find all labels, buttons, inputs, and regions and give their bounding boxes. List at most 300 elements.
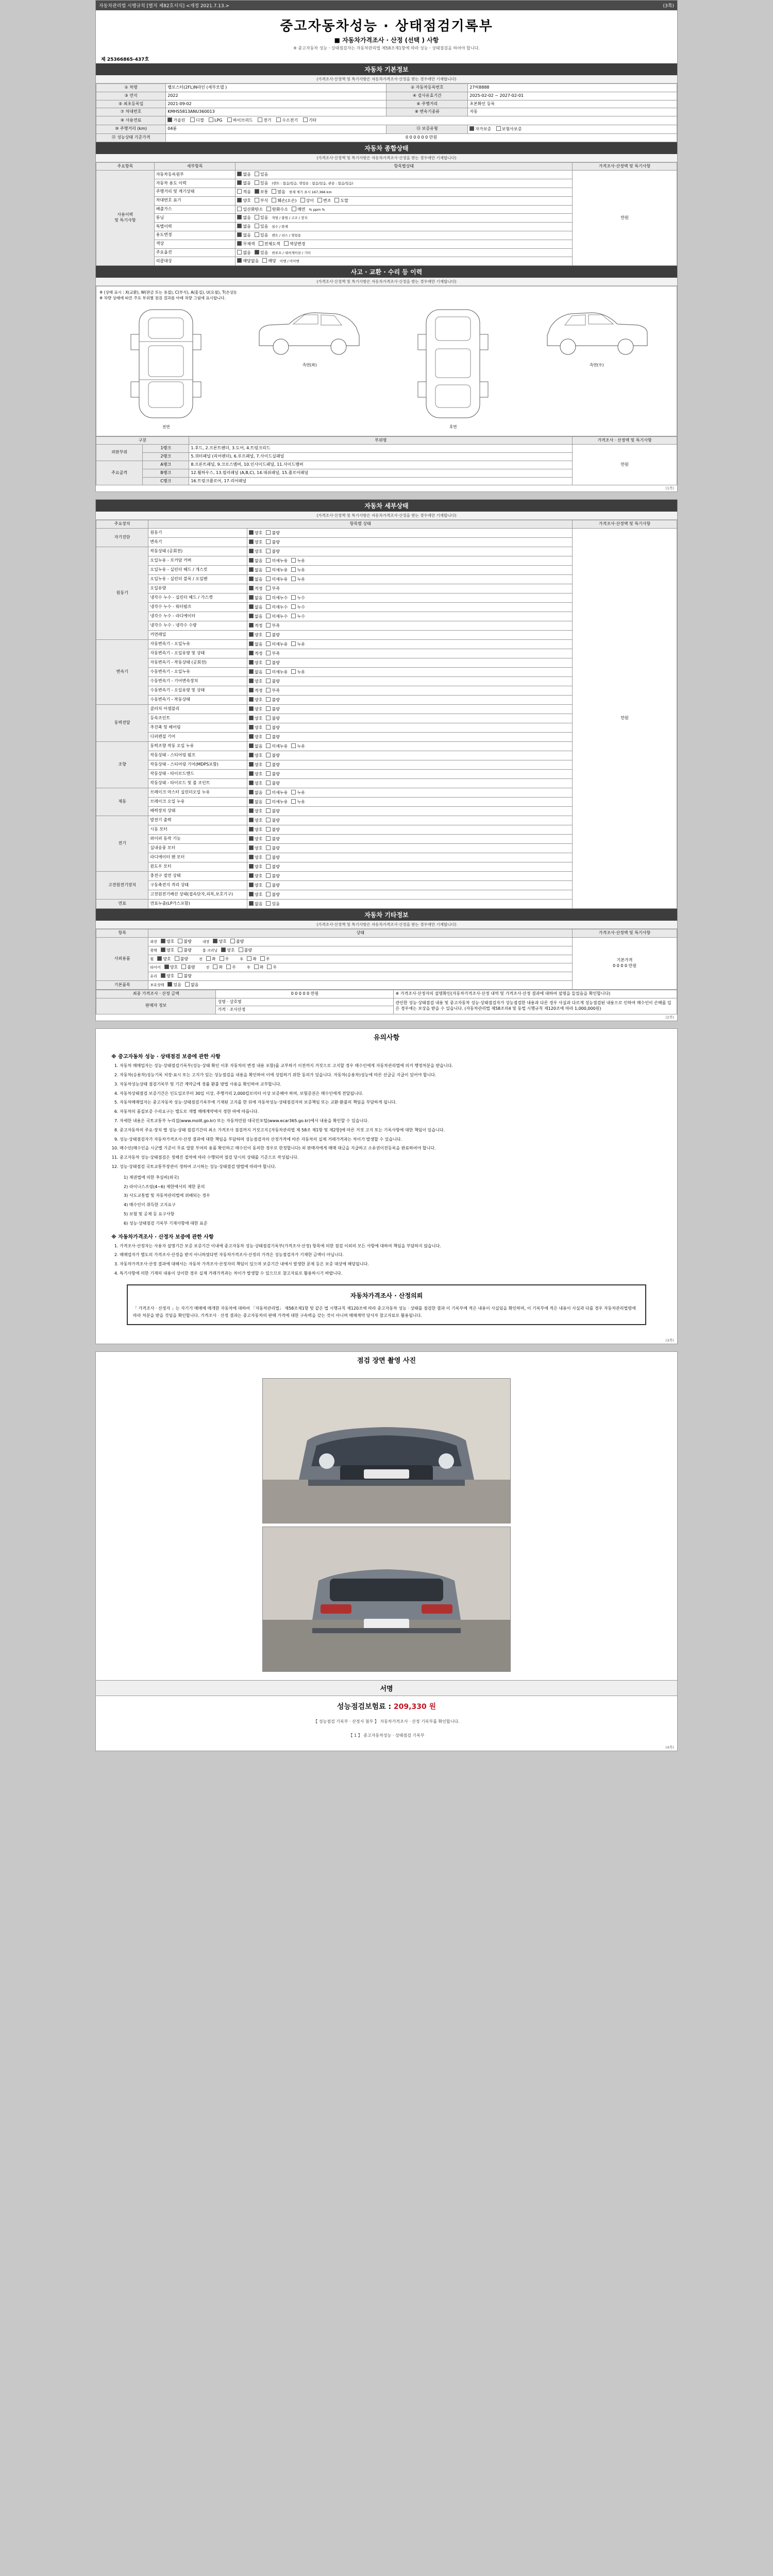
checkbox-icon[interactable] [266, 641, 271, 646]
overall-state-option[interactable] [255, 224, 268, 230]
detail-state-option[interactable] [291, 669, 305, 675]
detail-state-option[interactable] [249, 595, 262, 601]
checkbox-icon[interactable] [249, 762, 254, 767]
detail-state-option[interactable] [291, 790, 305, 796]
checkbox-icon[interactable] [249, 651, 254, 655]
detail-state-cell[interactable] [247, 566, 573, 575]
detail-state-cell[interactable] [247, 556, 573, 566]
checkbox-icon[interactable] [237, 189, 242, 194]
checkbox-icon[interactable] [266, 207, 271, 211]
checkbox-icon[interactable] [266, 577, 271, 581]
checkbox-icon[interactable] [266, 614, 271, 618]
checkbox-icon[interactable] [249, 660, 254, 665]
checkbox-icon[interactable] [291, 614, 296, 618]
detail-state-option[interactable] [266, 632, 279, 638]
checkbox-icon[interactable] [303, 117, 308, 122]
detail-state-option[interactable] [266, 697, 279, 703]
checkbox-icon[interactable] [249, 873, 254, 878]
checkbox-icon[interactable] [249, 623, 254, 628]
other-state-option[interactable] [161, 973, 174, 979]
checkbox-icon[interactable] [167, 982, 172, 987]
checkbox-icon[interactable] [249, 827, 254, 832]
detail-state-option[interactable] [266, 883, 279, 889]
detail-state-cell[interactable] [247, 584, 573, 594]
detail-state-option[interactable] [291, 604, 305, 611]
detail-state-option[interactable] [266, 743, 288, 750]
detail-state-option[interactable] [266, 716, 279, 722]
checkbox-icon[interactable] [266, 818, 271, 822]
detail-state-option[interactable] [249, 679, 262, 685]
detail-state-option[interactable] [266, 660, 279, 666]
overall-state-cell[interactable] [236, 171, 573, 179]
overall-state-cell[interactable] [236, 196, 573, 205]
overall-state-option[interactable] [237, 224, 250, 230]
detail-state-cell[interactable] [247, 816, 573, 825]
detail-state-cell[interactable] [247, 844, 573, 853]
fuel-option[interactable] [303, 117, 316, 124]
overall-state-cell[interactable] [236, 240, 573, 248]
checkbox-icon[interactable] [291, 669, 296, 674]
checkbox-icon[interactable] [157, 956, 162, 961]
other-state-2-option[interactable] [213, 939, 226, 945]
checkbox-icon[interactable] [249, 614, 254, 618]
other-state-3-option[interactable] [267, 964, 277, 971]
detail-state-option[interactable] [266, 818, 279, 824]
checkbox-icon[interactable] [258, 117, 262, 122]
overall-state-option[interactable] [237, 232, 250, 239]
checkbox-icon[interactable] [167, 117, 172, 122]
overall-state-option[interactable] [272, 189, 285, 195]
detail-state-option[interactable] [249, 892, 262, 898]
detail-state-option[interactable] [249, 539, 262, 546]
checkbox-icon[interactable] [291, 641, 296, 646]
detail-state-option[interactable] [249, 873, 262, 879]
checkbox-icon[interactable] [266, 836, 271, 841]
detail-state-option[interactable] [266, 706, 279, 713]
detail-state-cell[interactable] [247, 872, 573, 881]
detail-state-cell[interactable] [247, 612, 573, 621]
checkbox-icon[interactable] [190, 117, 195, 122]
checkbox-icon[interactable] [266, 873, 271, 878]
detail-state-option[interactable] [249, 855, 262, 861]
checkbox-icon[interactable] [266, 790, 271, 794]
checkbox-icon[interactable] [266, 883, 271, 887]
overall-state-option[interactable] [255, 250, 268, 256]
fuel-option[interactable] [209, 117, 222, 124]
detail-state-cell[interactable] [247, 714, 573, 723]
warranty-option[interactable] [496, 126, 522, 132]
detail-state-cell[interactable] [247, 770, 573, 779]
fuel-option[interactable] [258, 117, 271, 124]
detail-state-option[interactable] [266, 725, 279, 731]
detail-state-option[interactable] [291, 558, 305, 564]
detail-state-option[interactable] [291, 743, 305, 750]
checkbox-icon[interactable] [237, 180, 242, 185]
checkbox-icon[interactable] [249, 632, 254, 637]
overall-state-option[interactable] [266, 207, 288, 213]
detail-state-option[interactable] [249, 901, 262, 907]
detail-state-option[interactable] [249, 669, 262, 675]
detail-state-cell[interactable] [247, 733, 573, 742]
detail-state-cell[interactable] [247, 538, 573, 547]
other-state-2-option[interactable] [206, 956, 216, 962]
checkbox-icon[interactable] [266, 679, 271, 683]
detail-state-option[interactable] [266, 762, 279, 768]
checkbox-icon[interactable] [266, 781, 271, 785]
checkbox-icon[interactable] [266, 586, 271, 590]
checkbox-icon[interactable] [255, 172, 259, 176]
checkbox-icon[interactable] [221, 947, 226, 952]
checkbox-icon[interactable] [249, 567, 254, 572]
overall-state-option[interactable] [255, 189, 268, 195]
detail-state-cell[interactable] [247, 751, 573, 760]
checkbox-icon[interactable] [266, 530, 271, 535]
detail-state-option[interactable] [266, 836, 279, 842]
detail-state-option[interactable] [249, 799, 262, 805]
checkbox-icon[interactable] [292, 207, 296, 211]
checkbox-icon[interactable] [175, 956, 179, 961]
detail-state-option[interactable] [249, 567, 262, 573]
checkbox-icon[interactable] [249, 577, 254, 581]
overall-state-option[interactable] [255, 215, 268, 221]
detail-state-option[interactable] [249, 883, 262, 889]
other-state-2-option[interactable] [221, 947, 234, 954]
checkbox-icon[interactable] [249, 753, 254, 757]
detail-state-cell[interactable] [247, 807, 573, 816]
detail-state-option[interactable] [249, 743, 262, 750]
detail-state-option[interactable] [291, 614, 305, 620]
other-state-option[interactable] [167, 982, 181, 988]
detail-state-option[interactable] [249, 716, 262, 722]
overall-state-option[interactable] [237, 172, 250, 178]
checkbox-icon[interactable] [266, 864, 271, 869]
checkbox-icon[interactable] [266, 808, 271, 813]
detail-state-option[interactable] [266, 808, 279, 815]
detail-state-option[interactable] [249, 808, 262, 815]
detail-state-option[interactable] [249, 706, 262, 713]
fuel-options[interactable] [166, 116, 677, 125]
detail-state-option[interactable] [249, 734, 262, 740]
detail-state-option[interactable] [266, 679, 279, 685]
detail-state-option[interactable] [266, 790, 288, 796]
other-state-2-option[interactable] [230, 939, 244, 945]
fuel-option[interactable] [276, 117, 298, 124]
overall-state-option[interactable] [317, 198, 331, 204]
checkbox-icon[interactable] [249, 558, 254, 563]
detail-state-option[interactable] [266, 734, 279, 740]
checkbox-icon[interactable] [249, 706, 254, 711]
overall-state-option[interactable] [259, 241, 280, 247]
checkbox-icon[interactable] [266, 623, 271, 628]
checkbox-icon[interactable] [213, 964, 217, 969]
detail-state-cell[interactable] [247, 779, 573, 788]
checkbox-icon[interactable] [239, 947, 243, 952]
other-state-option[interactable] [161, 939, 174, 945]
checkbox-icon[interactable] [249, 845, 254, 850]
checkbox-icon[interactable] [266, 725, 271, 730]
detail-state-cell[interactable] [247, 621, 573, 631]
detail-state-option[interactable] [266, 539, 279, 546]
checkbox-icon[interactable] [266, 771, 271, 776]
detail-state-cell[interactable] [247, 649, 573, 658]
checkbox-icon[interactable] [249, 586, 254, 590]
detail-state-option[interactable] [249, 753, 262, 759]
checkbox-icon[interactable] [255, 189, 259, 194]
detail-state-option[interactable] [249, 836, 262, 842]
checkbox-icon[interactable] [291, 567, 296, 572]
detail-state-cell[interactable] [247, 890, 573, 900]
other-state-option[interactable] [178, 947, 191, 954]
other-state-option[interactable] [178, 973, 191, 979]
detail-state-cell[interactable] [247, 547, 573, 556]
checkbox-icon[interactable] [249, 892, 254, 896]
checkbox-icon[interactable] [213, 939, 217, 943]
checkbox-icon[interactable] [266, 549, 271, 553]
detail-state-option[interactable] [266, 781, 279, 787]
checkbox-icon[interactable] [209, 117, 213, 122]
overall-state-cell[interactable] [236, 214, 573, 223]
detail-state-option[interactable] [249, 762, 262, 768]
checkbox-icon[interactable] [237, 207, 242, 211]
checkbox-icon[interactable] [317, 198, 322, 202]
checkbox-icon[interactable] [249, 808, 254, 813]
other-state-cell[interactable] [148, 963, 573, 972]
detail-state-option[interactable] [266, 530, 279, 536]
detail-state-option[interactable] [266, 614, 288, 620]
checkbox-icon[interactable] [249, 901, 254, 906]
checkbox-icon[interactable] [249, 716, 254, 720]
checkbox-icon[interactable] [226, 964, 231, 969]
detail-state-option[interactable] [266, 604, 288, 611]
detail-state-cell[interactable] [247, 853, 573, 862]
detail-state-option[interactable] [266, 567, 288, 573]
detail-state-option[interactable] [291, 567, 305, 573]
other-state-option[interactable] [185, 982, 198, 988]
overall-state-cell[interactable] [236, 205, 573, 214]
detail-state-option[interactable] [249, 604, 262, 611]
overall-state-option[interactable] [237, 250, 250, 256]
other-state-2-option[interactable] [226, 964, 236, 971]
overall-state-option[interactable] [284, 241, 306, 247]
checkbox-icon[interactable] [249, 530, 254, 535]
detail-state-option[interactable] [249, 623, 262, 629]
checkbox-icon[interactable] [230, 939, 235, 943]
overall-state-option[interactable] [255, 198, 268, 204]
detail-state-cell[interactable] [247, 723, 573, 733]
detail-state-option[interactable] [266, 549, 279, 555]
detail-state-option[interactable] [249, 632, 262, 638]
checkbox-icon[interactable] [237, 232, 242, 237]
checkbox-icon[interactable] [249, 799, 254, 804]
detail-state-option[interactable] [249, 530, 262, 536]
detail-state-option[interactable] [266, 688, 279, 694]
checkbox-icon[interactable] [496, 126, 501, 131]
detail-state-cell[interactable] [247, 575, 573, 584]
checkbox-icon[interactable] [260, 956, 265, 961]
overall-state-option[interactable] [237, 215, 250, 221]
detail-state-option[interactable] [266, 873, 279, 879]
checkbox-icon[interactable] [266, 632, 271, 637]
detail-state-cell[interactable] [247, 862, 573, 872]
checkbox-icon[interactable] [266, 753, 271, 757]
detail-state-option[interactable] [249, 864, 262, 870]
checkbox-icon[interactable] [266, 716, 271, 720]
other-state-option[interactable] [178, 939, 191, 945]
detail-state-option[interactable] [249, 781, 262, 787]
checkbox-icon[interactable] [266, 827, 271, 832]
overall-state-cell[interactable] [236, 231, 573, 240]
checkbox-icon[interactable] [266, 604, 271, 609]
detail-state-option[interactable] [249, 688, 262, 694]
detail-state-option[interactable] [266, 595, 288, 601]
checkbox-icon[interactable] [266, 706, 271, 711]
checkbox-icon[interactable] [266, 892, 271, 896]
overall-state-option[interactable] [262, 258, 276, 264]
checkbox-icon[interactable] [266, 651, 271, 655]
overall-state-cell[interactable] [236, 188, 573, 196]
checkbox-icon[interactable] [178, 947, 182, 952]
checkbox-icon[interactable] [249, 697, 254, 702]
checkbox-icon[interactable] [334, 198, 339, 202]
checkbox-icon[interactable] [266, 734, 271, 739]
detail-state-cell[interactable] [247, 668, 573, 677]
checkbox-icon[interactable] [266, 799, 271, 804]
other-state-option[interactable] [181, 964, 195, 971]
checkbox-icon[interactable] [249, 595, 254, 600]
detail-state-option[interactable] [266, 641, 288, 648]
checkbox-icon[interactable] [291, 595, 296, 600]
detail-state-option[interactable] [266, 623, 279, 629]
detail-state-option[interactable] [249, 586, 262, 592]
checkbox-icon[interactable] [249, 771, 254, 776]
detail-state-cell[interactable] [247, 640, 573, 649]
checkbox-icon[interactable] [247, 956, 251, 961]
checkbox-icon[interactable] [266, 901, 271, 906]
checkbox-icon[interactable] [266, 539, 271, 544]
detail-state-option[interactable] [266, 586, 279, 592]
checkbox-icon[interactable] [291, 577, 296, 581]
checkbox-icon[interactable] [161, 939, 165, 943]
checkbox-icon[interactable] [249, 836, 254, 841]
overall-state-cell[interactable] [236, 179, 573, 188]
detail-state-option[interactable] [291, 799, 305, 805]
checkbox-icon[interactable] [291, 604, 296, 609]
warranty-option[interactable] [469, 126, 491, 132]
warranty-options[interactable] [468, 125, 677, 133]
other-state-3-option[interactable] [260, 956, 270, 962]
overall-state-option[interactable] [255, 232, 268, 239]
other-state-option[interactable] [161, 947, 174, 954]
detail-state-option[interactable] [266, 892, 279, 898]
checkbox-icon[interactable] [237, 215, 242, 219]
detail-state-option[interactable] [291, 595, 305, 601]
detail-state-option[interactable] [266, 753, 279, 759]
checkbox-icon[interactable] [266, 558, 271, 563]
checkbox-icon[interactable] [262, 258, 267, 263]
checkbox-icon[interactable] [249, 855, 254, 859]
checkbox-icon[interactable] [249, 604, 254, 609]
detail-state-option[interactable] [249, 558, 262, 564]
detail-state-cell[interactable] [247, 686, 573, 696]
checkbox-icon[interactable] [227, 117, 232, 122]
checkbox-icon[interactable] [161, 973, 165, 978]
checkbox-icon[interactable] [291, 743, 296, 748]
detail-state-cell[interactable] [247, 835, 573, 844]
detail-state-option[interactable] [266, 799, 288, 805]
other-state-3-option[interactable] [247, 956, 257, 962]
checkbox-icon[interactable] [291, 558, 296, 563]
overall-state-option[interactable] [237, 189, 250, 195]
overall-state-option[interactable] [292, 207, 305, 213]
checkbox-icon[interactable] [164, 964, 169, 969]
detail-state-option[interactable] [249, 818, 262, 824]
checkbox-icon[interactable] [266, 845, 271, 850]
detail-state-option[interactable] [249, 641, 262, 648]
checkbox-icon[interactable] [249, 781, 254, 785]
checkbox-icon[interactable] [249, 818, 254, 822]
checkbox-icon[interactable] [272, 189, 276, 194]
checkbox-icon[interactable] [291, 799, 296, 804]
overall-state-option[interactable] [272, 198, 296, 204]
checkbox-icon[interactable] [255, 232, 259, 237]
detail-state-option[interactable] [266, 577, 288, 583]
checkbox-icon[interactable] [266, 743, 271, 748]
detail-state-option[interactable] [249, 577, 262, 583]
detail-state-option[interactable] [249, 697, 262, 703]
checkbox-icon[interactable] [255, 198, 259, 202]
detail-state-option[interactable] [266, 845, 279, 852]
checkbox-icon[interactable] [249, 688, 254, 692]
detail-state-option[interactable] [266, 901, 279, 907]
detail-state-option[interactable] [266, 855, 279, 861]
detail-state-cell[interactable] [247, 881, 573, 890]
detail-state-option[interactable] [266, 771, 279, 777]
overall-state-cell[interactable] [236, 257, 573, 266]
checkbox-icon[interactable] [237, 241, 242, 246]
other-state-cell[interactable] [148, 955, 573, 963]
checkbox-icon[interactable] [220, 956, 224, 961]
detail-state-option[interactable] [249, 651, 262, 657]
checkbox-icon[interactable] [249, 679, 254, 683]
checkbox-icon[interactable] [266, 669, 271, 674]
other-state-2-option[interactable] [239, 947, 252, 954]
overall-state-option[interactable] [237, 207, 263, 213]
other-state-3-option[interactable] [254, 964, 264, 971]
checkbox-icon[interactable] [161, 947, 165, 952]
checkbox-icon[interactable] [254, 964, 259, 969]
detail-state-cell[interactable] [247, 631, 573, 640]
detail-state-option[interactable] [249, 771, 262, 777]
checkbox-icon[interactable] [266, 595, 271, 600]
detail-state-option[interactable] [249, 660, 262, 666]
checkbox-icon[interactable] [237, 250, 242, 255]
checkbox-icon[interactable] [284, 241, 289, 246]
checkbox-icon[interactable] [249, 669, 254, 674]
other-state-cell[interactable] [148, 938, 573, 946]
overall-state-option[interactable] [237, 198, 250, 204]
detail-state-option[interactable] [266, 669, 288, 675]
overall-state-cell[interactable] [236, 223, 573, 231]
checkbox-icon[interactable] [181, 964, 186, 969]
detail-state-option[interactable] [291, 641, 305, 648]
fuel-option[interactable] [190, 117, 204, 124]
overall-state-option[interactable] [300, 198, 314, 204]
checkbox-icon[interactable] [255, 250, 259, 255]
checkbox-icon[interactable] [249, 790, 254, 794]
detail-state-cell[interactable] [247, 658, 573, 668]
checkbox-icon[interactable] [267, 964, 272, 969]
checkbox-icon[interactable] [249, 725, 254, 730]
